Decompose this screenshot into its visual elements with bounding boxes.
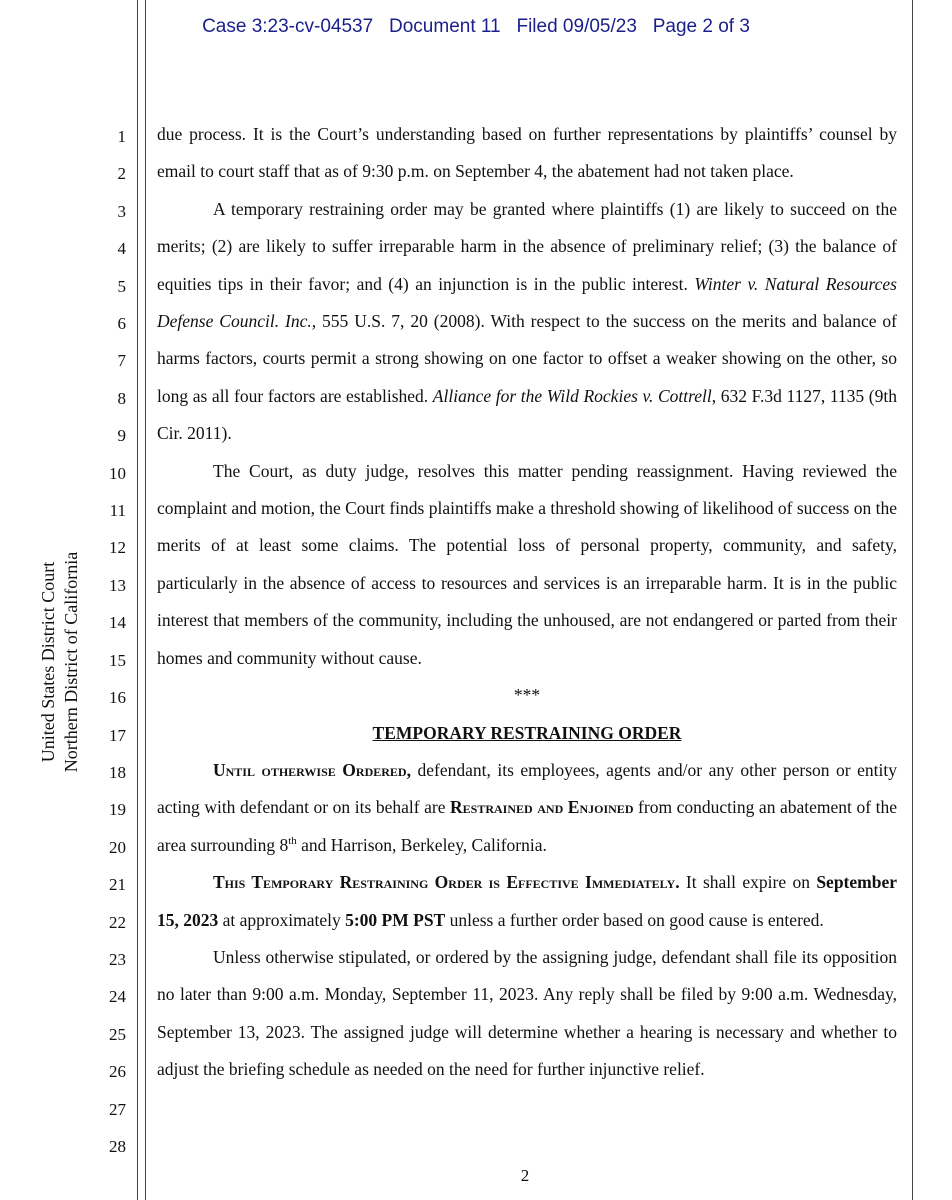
line-number: 1 — [117, 127, 126, 146]
line-number: 4 — [117, 239, 126, 259]
line-number: 9 — [117, 426, 126, 446]
line-number: 8 — [117, 388, 126, 408]
line-number: 18 — [109, 762, 126, 782]
line-number: 14 — [109, 613, 126, 633]
line-number: 17 — [109, 725, 126, 745]
line-number: 13 — [109, 575, 126, 595]
line-numbers — [80, 118, 126, 1165]
page-number: 2 — [520, 1166, 530, 1185]
document-number: Document 11 — [389, 16, 501, 37]
line-number: 27 — [109, 1099, 126, 1119]
line-number: 10 — [109, 463, 126, 483]
line-number: 2 — [117, 164, 126, 184]
line-number: 25 — [109, 1024, 126, 1044]
line-number: 20 — [109, 837, 126, 857]
line-number: 16 — [109, 688, 126, 708]
paragraph-due-process: due process. It is the Court’s understanding based on further representations by plaintiffs’ counsel by email to court staff that as of 9:30 p.m. on September 4, the abatement had not taken place. — [157, 124, 897, 182]
paragraph-findings: The Court, as duty judge, resolves this matter pending reassignment. Having reviewed the complaint and motion, the Court finds plaintiffs make a threshold showing of likelihood of success on the merits of at least some claims. The potential loss of personal property, community, and safety, particularly in the absence of access to resources and services is an irreparable harm. It is in the public interest that members of the community, including the unhoused, are not endangered or parted from their homes and community without cause. — [157, 460, 897, 668]
line-number: 12 — [109, 538, 126, 558]
line-number: 15 — [109, 650, 126, 670]
section-separator: *** — [513, 685, 541, 706]
line-number: 7 — [117, 351, 126, 371]
left-margin-rule — [137, 0, 138, 1200]
line-number: 28 — [109, 1136, 126, 1156]
line-number: 24 — [109, 987, 126, 1007]
line-number: 3 — [117, 201, 126, 221]
line-number: 22 — [109, 912, 126, 932]
citation-alliance: Alliance for the Wild Rockies v. Cottrell — [432, 385, 712, 406]
paragraph-tro-standard: A temporary restraining order may be granted where plaintiffs (1) are likely to succeed on the merits; (2) are likely to suffer irreparable harm in the absence of preliminary relief; (3) the balance of equities tips in their favor; and (4) an injunction is in the public interest. Winter v. Natural Resources Defense Council. Inc., 555 U.S. 7, 20 (2008). With respect to the success on the merits and balance of harms factors, courts permit a strong showing on one factor to offset a weaker showing on the other, so long as all four factors are established. Alliance for the Wild Rockies v. Cottrell, 632 F.3d 1127, 1135 (9th Cir. 2011). — [157, 198, 897, 444]
line-number: 6 — [117, 314, 126, 334]
expiry-date: September 15, 2023 — [157, 872, 898, 930]
expiry-time: 5:00 PM PST — [345, 909, 446, 930]
page-indicator: Page 2 of 3 — [652, 16, 750, 37]
line-number: 19 — [109, 800, 126, 820]
filed-date: Filed 09/05/23 — [516, 16, 637, 37]
paragraph-restraint: Until otherwise Ordered, defendant, its employees, agents and/or any other person or entity acting with defendant or on its behalf are Restrained and Enjoined from conducting an abatement of the area surrounding 8th and Harrison, Berkeley, California. — [157, 759, 897, 855]
line-number: 21 — [109, 875, 126, 895]
court-name: United States District Court — [38, 561, 58, 763]
line-number: 23 — [109, 949, 126, 969]
order-heading: TEMPORARY RESTRAINING ORDER — [372, 722, 682, 743]
court-district: Northern District of California — [61, 551, 81, 773]
case-number: Case 3:23-cv-04537 — [202, 16, 374, 37]
paragraph-effective: This Temporary Restraining Order is Effective Immediately. It shall expire on September 15, 2023 at approximately 5:00 PM PST unless a further order based on good cause is entered. — [157, 872, 898, 930]
citation-winter: Winter v. Natural Resources Defense Council. Inc., — [157, 273, 897, 332]
document-header — [0, 16, 952, 38]
line-number: 5 — [117, 276, 126, 296]
paragraph-briefing: Unless otherwise stipulated, or ordered by the assigning judge, defendant shall file its opposition no later than 9:00 a.m. Monday, September 11, 2023. Any reply shall be filed by 9:00 a.m. Wednesday, September 13, 2023. The assigned judge will determine whether a hearing is necessary and whether to adjust the briefing schedule as needed on the need for further injunctive relief. — [157, 946, 897, 1080]
line-number: 26 — [109, 1062, 126, 1082]
line-number: 11 — [109, 501, 126, 521]
document-body — [157, 116, 897, 1089]
right-margin-rule — [912, 0, 913, 1200]
left-margin-rule-inner — [145, 0, 146, 1200]
